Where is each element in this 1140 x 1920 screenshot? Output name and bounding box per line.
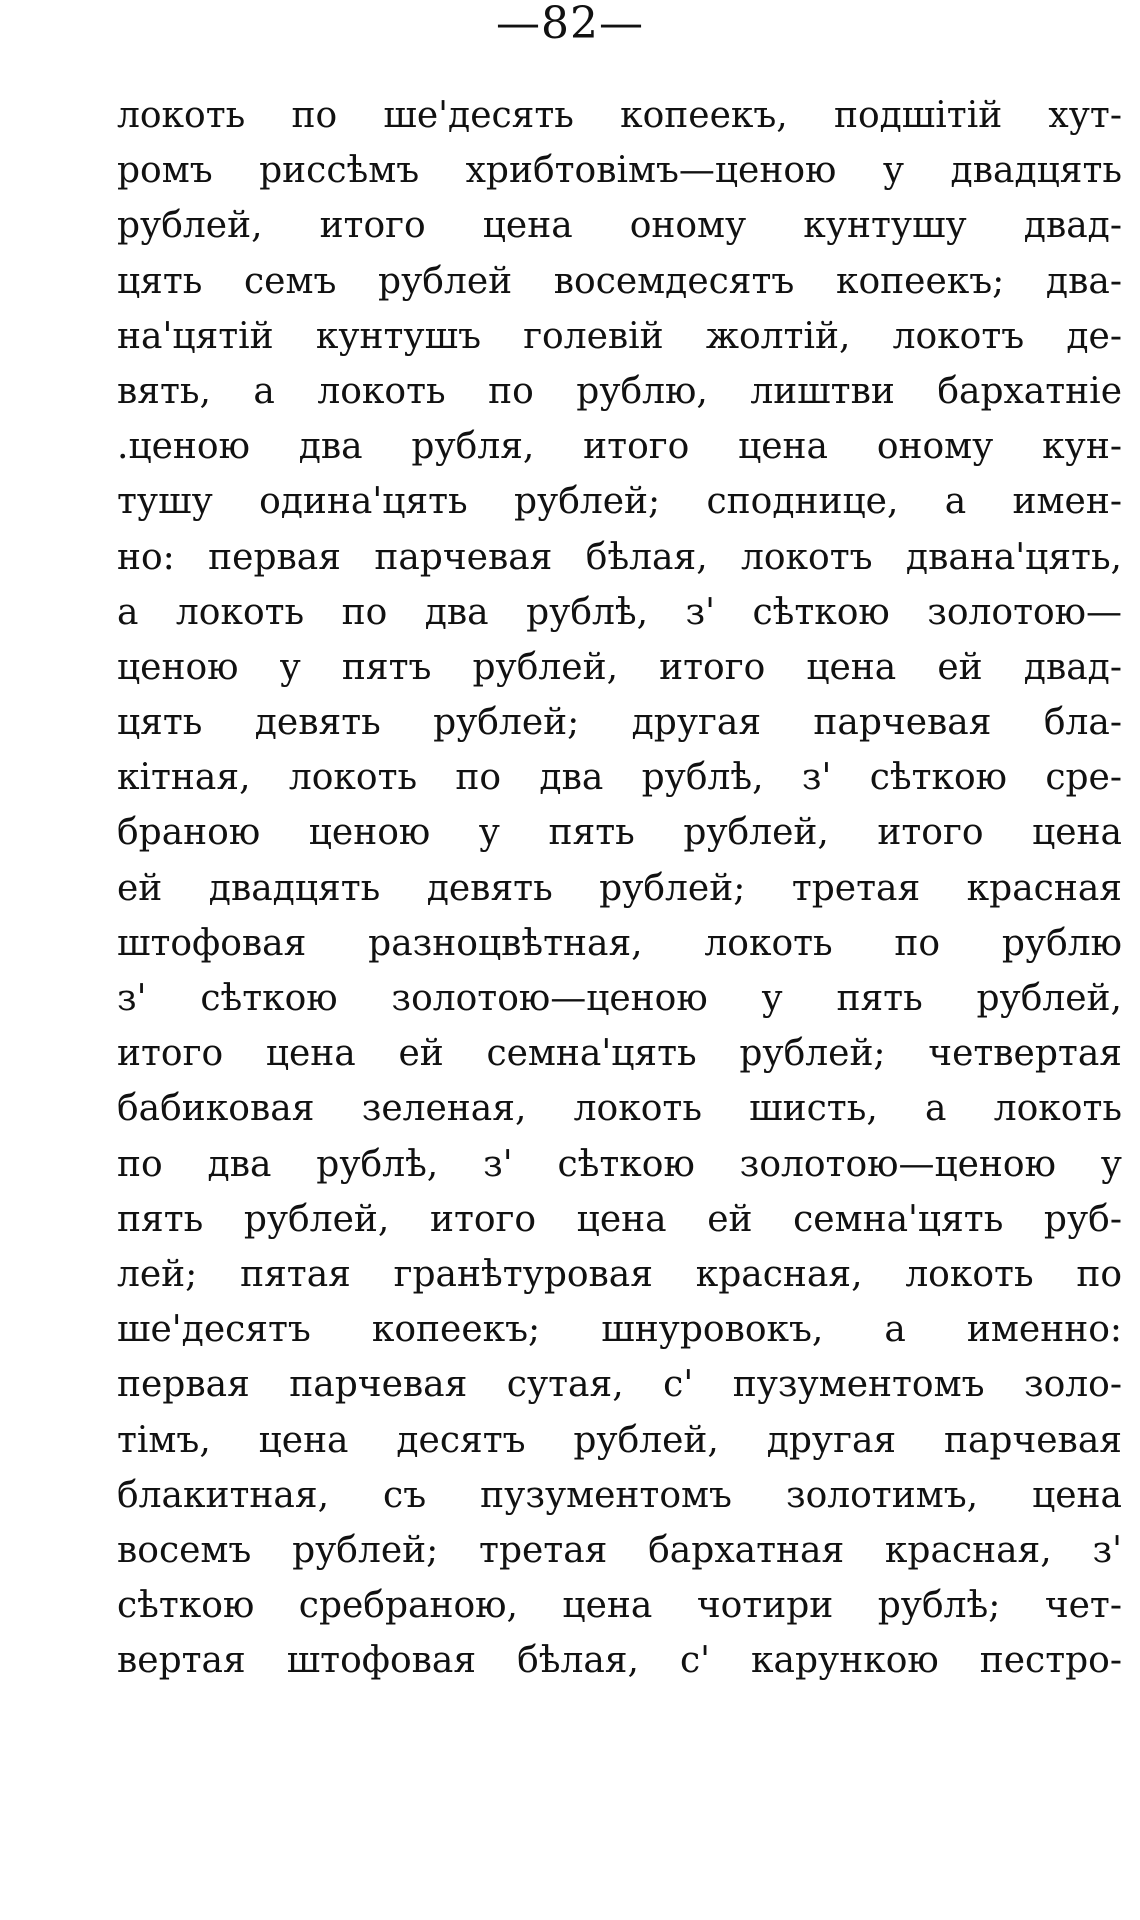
text-line: вять, а локоть по рублю, лиштви бархатніе: [117, 370, 1122, 412]
text-line: но: первая парчевая бѣлая, локотъ двана'цять,: [117, 536, 1122, 578]
text-line: цять семъ рублей восемдесятъ копеекъ; два-: [117, 260, 1122, 302]
text-line: по два рублѣ, з' сѣткою золотою—ценою у: [117, 1143, 1122, 1185]
text-line: вертая штофовая бѣлая, с' карункою пестро-: [117, 1640, 1122, 1682]
text-line: локоть по ше'десять копеекъ, подшітій хут-: [117, 95, 1122, 136]
text-line: штофовая разноцвѣтная, локоть по рублю: [117, 922, 1122, 964]
text-line: кітная, локоть по два рублѣ, з' сѣткою сре-: [117, 757, 1122, 799]
text-line: а локоть по два рублѣ, з' сѣткою золотою—: [117, 591, 1122, 633]
text-line: итого цена ей семна'цять рублей; четвертая: [117, 1033, 1122, 1075]
body-text: [117, 88, 1122, 1688]
text-line: ей двадцять девять рублей; третая красная: [117, 867, 1122, 909]
text-line: ценою у пятъ рублей, итого цена ей двад-: [117, 646, 1122, 688]
text-line: цять девять рублей; другая парчевая бла-: [117, 702, 1122, 744]
text-line: браною ценою у пять рублей, итого цена: [117, 812, 1122, 854]
text-line: восемъ рублей; третая бархатная красная, з': [117, 1529, 1122, 1571]
text-line: .ценою два рубля, итого цена оному кун-: [117, 426, 1122, 468]
text-line: тімъ, цена десятъ рублей, другая парчевая: [117, 1419, 1122, 1461]
text-line: рублей, итого цена оному кунтушу двад-: [117, 205, 1122, 247]
text-line: блакитная, съ пузументомъ золотимъ, цена: [117, 1474, 1122, 1516]
text-line: тушу одина'цять рублей; споднице, а имен-: [117, 481, 1122, 523]
text-line: з' сѣткою золотою—ценою у пять рублей,: [117, 978, 1122, 1019]
text-line: на'цятій кунтушъ голевій жолтій, локотъ де-: [117, 315, 1122, 357]
text-line: лей; пятая гранѣтуровая красная, локоть по: [117, 1253, 1122, 1295]
text-line: бабиковая зеленая, локоть шисть, а локоть: [117, 1088, 1122, 1130]
page-number: —82—: [496, 0, 644, 49]
text-line: ромъ риссѣмъ хрибтовімъ—ценою у двадцять: [117, 150, 1122, 192]
text-line: сѣткою сребраною, цена чотири рублѣ; чет-: [117, 1585, 1122, 1627]
text-line: пять рублей, итого цена ей семна'цять руб-: [117, 1198, 1122, 1240]
text-line: первая парчевая сутая, с' пузументомъ золо-: [117, 1364, 1122, 1406]
text-line: ше'десятъ копеекъ; шнуровокъ, а именно:: [117, 1309, 1122, 1351]
